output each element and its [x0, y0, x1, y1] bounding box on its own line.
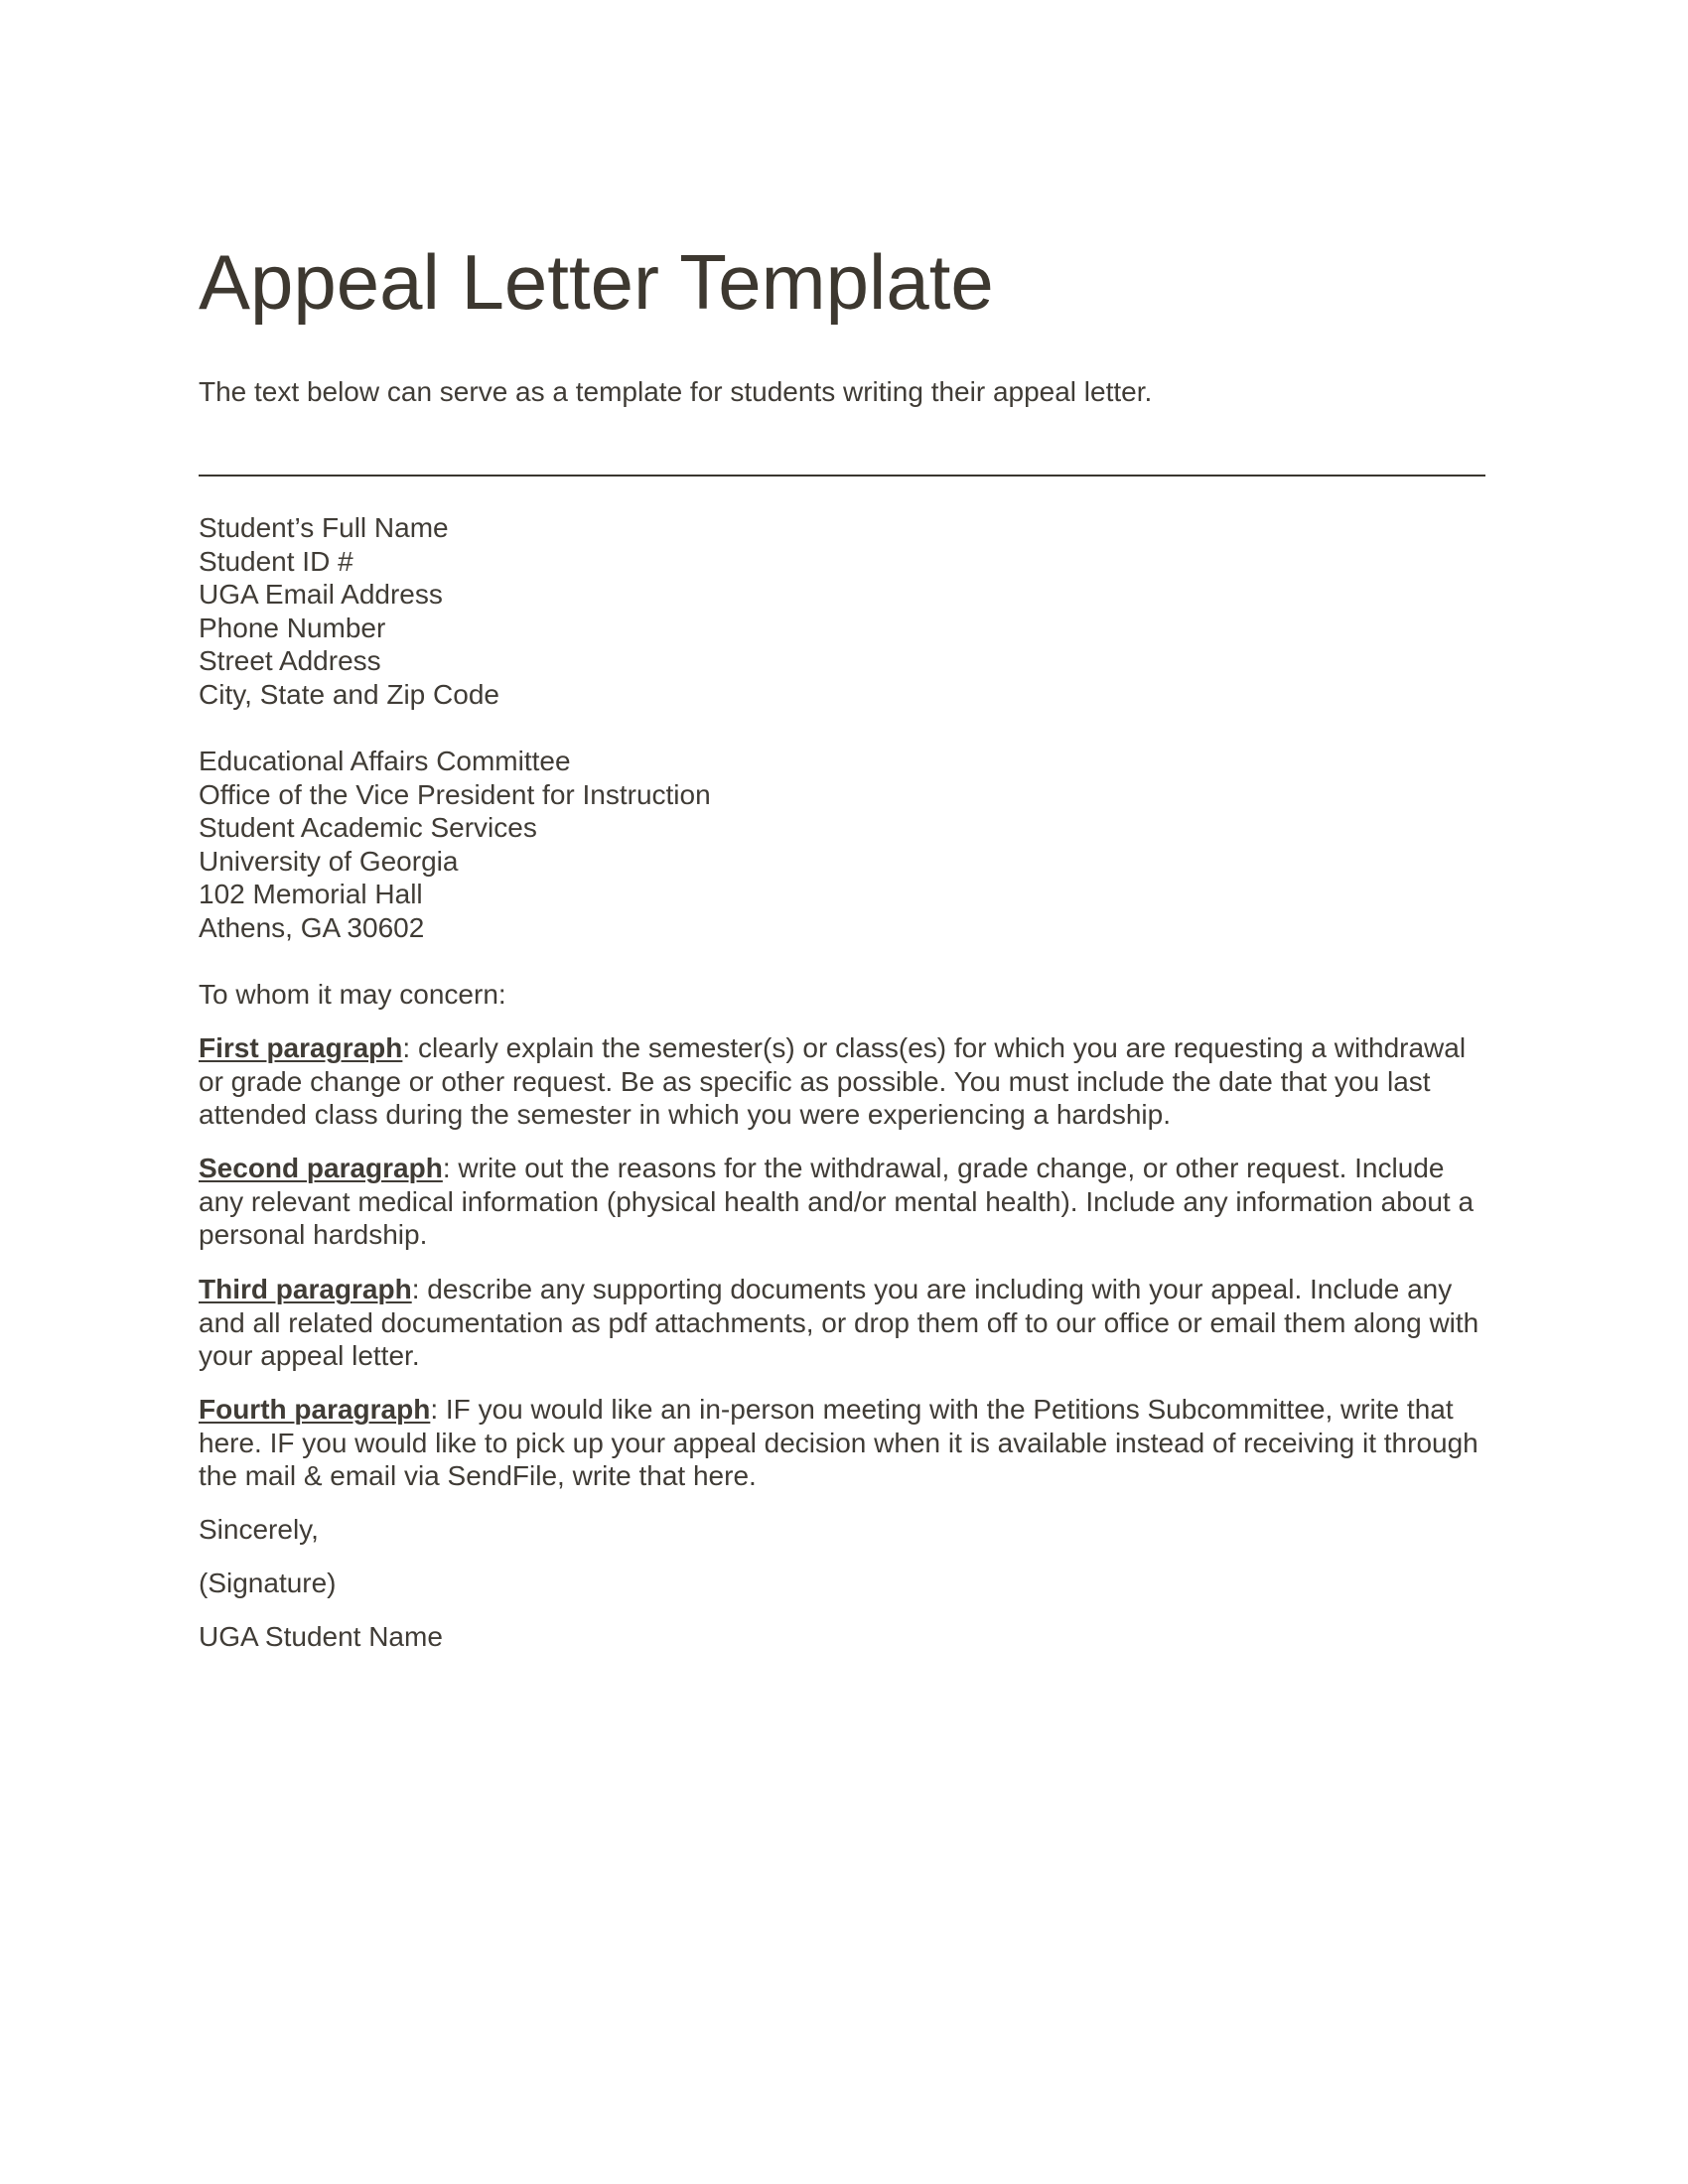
paragraph-text: : describe any supporting documents you are including with your appeal. Include any and all related documentation as pdf attachments, or drop them off to our office or email them along with your appeal letter. — [199, 1274, 1479, 1372]
paragraph-lead: Fourth paragraph — [199, 1394, 431, 1425]
paragraph-first — [199, 1031, 1489, 1132]
signature-placeholder: (Signature) — [199, 1568, 337, 1598]
paragraph-third — [199, 1273, 1489, 1373]
greeting: To whom it may concern: — [199, 979, 506, 1010]
closing: Sincerely, — [199, 1514, 319, 1545]
recipient-line: 102 Memorial Hall — [199, 879, 423, 910]
paragraph-fourth — [199, 1393, 1489, 1493]
paragraph-second — [199, 1152, 1489, 1252]
signer-name: UGA Student Name — [199, 1621, 443, 1652]
sender-address-block — [199, 511, 499, 712]
document-page — [199, 0, 1489, 2184]
recipient-line: Office of the Vice President for Instruction — [199, 778, 711, 810]
intro-text: The text below can serve as a template for students writing their appeal letter. — [199, 376, 1153, 407]
recipient-address-block — [199, 745, 711, 945]
sender-line: Phone Number — [199, 612, 386, 643]
sender-line: UGA Email Address — [199, 579, 443, 611]
recipient-line: Student Academic Services — [199, 812, 537, 844]
document-title: Appeal Letter Template — [199, 238, 994, 326]
horizontal-divider — [199, 475, 1485, 477]
sender-line: City, State and Zip Code — [199, 678, 499, 710]
sender-line: Student ID # — [199, 545, 353, 577]
paragraph-lead: Second paragraph — [199, 1153, 443, 1183]
paragraph-text: : write out the reasons for the withdrawal, grade change, or other request. Include any relevant medical information (physical health and/or mental health). Include any information about a personal hardship. — [199, 1153, 1475, 1251]
paragraph-lead: Third paragraph — [199, 1274, 412, 1304]
sender-line: Student’s Full Name — [199, 512, 449, 543]
paragraph-text: : clearly explain the semester(s) or class(es) for which you are requesting a withdrawal or grade change or other request. Be as specific as possible. You must include the date that you last attended class during the semester in which you were experiencing a hardship. — [199, 1032, 1467, 1131]
paragraph-text: : IF you would like an in-person meeting with the Petitions Subcommittee, write that here. IF you would like to pick up your appeal decision when it is available instead of receiving it through the mail & email via SendFile, write that here. — [199, 1394, 1478, 1492]
paragraph-lead: First paragraph — [199, 1032, 403, 1063]
recipient-line: University of Georgia — [199, 845, 459, 877]
recipient-line: Educational Affairs Committee — [199, 746, 571, 776]
sender-line: Street Address — [199, 645, 381, 677]
recipient-line: Athens, GA 30602 — [199, 911, 425, 943]
